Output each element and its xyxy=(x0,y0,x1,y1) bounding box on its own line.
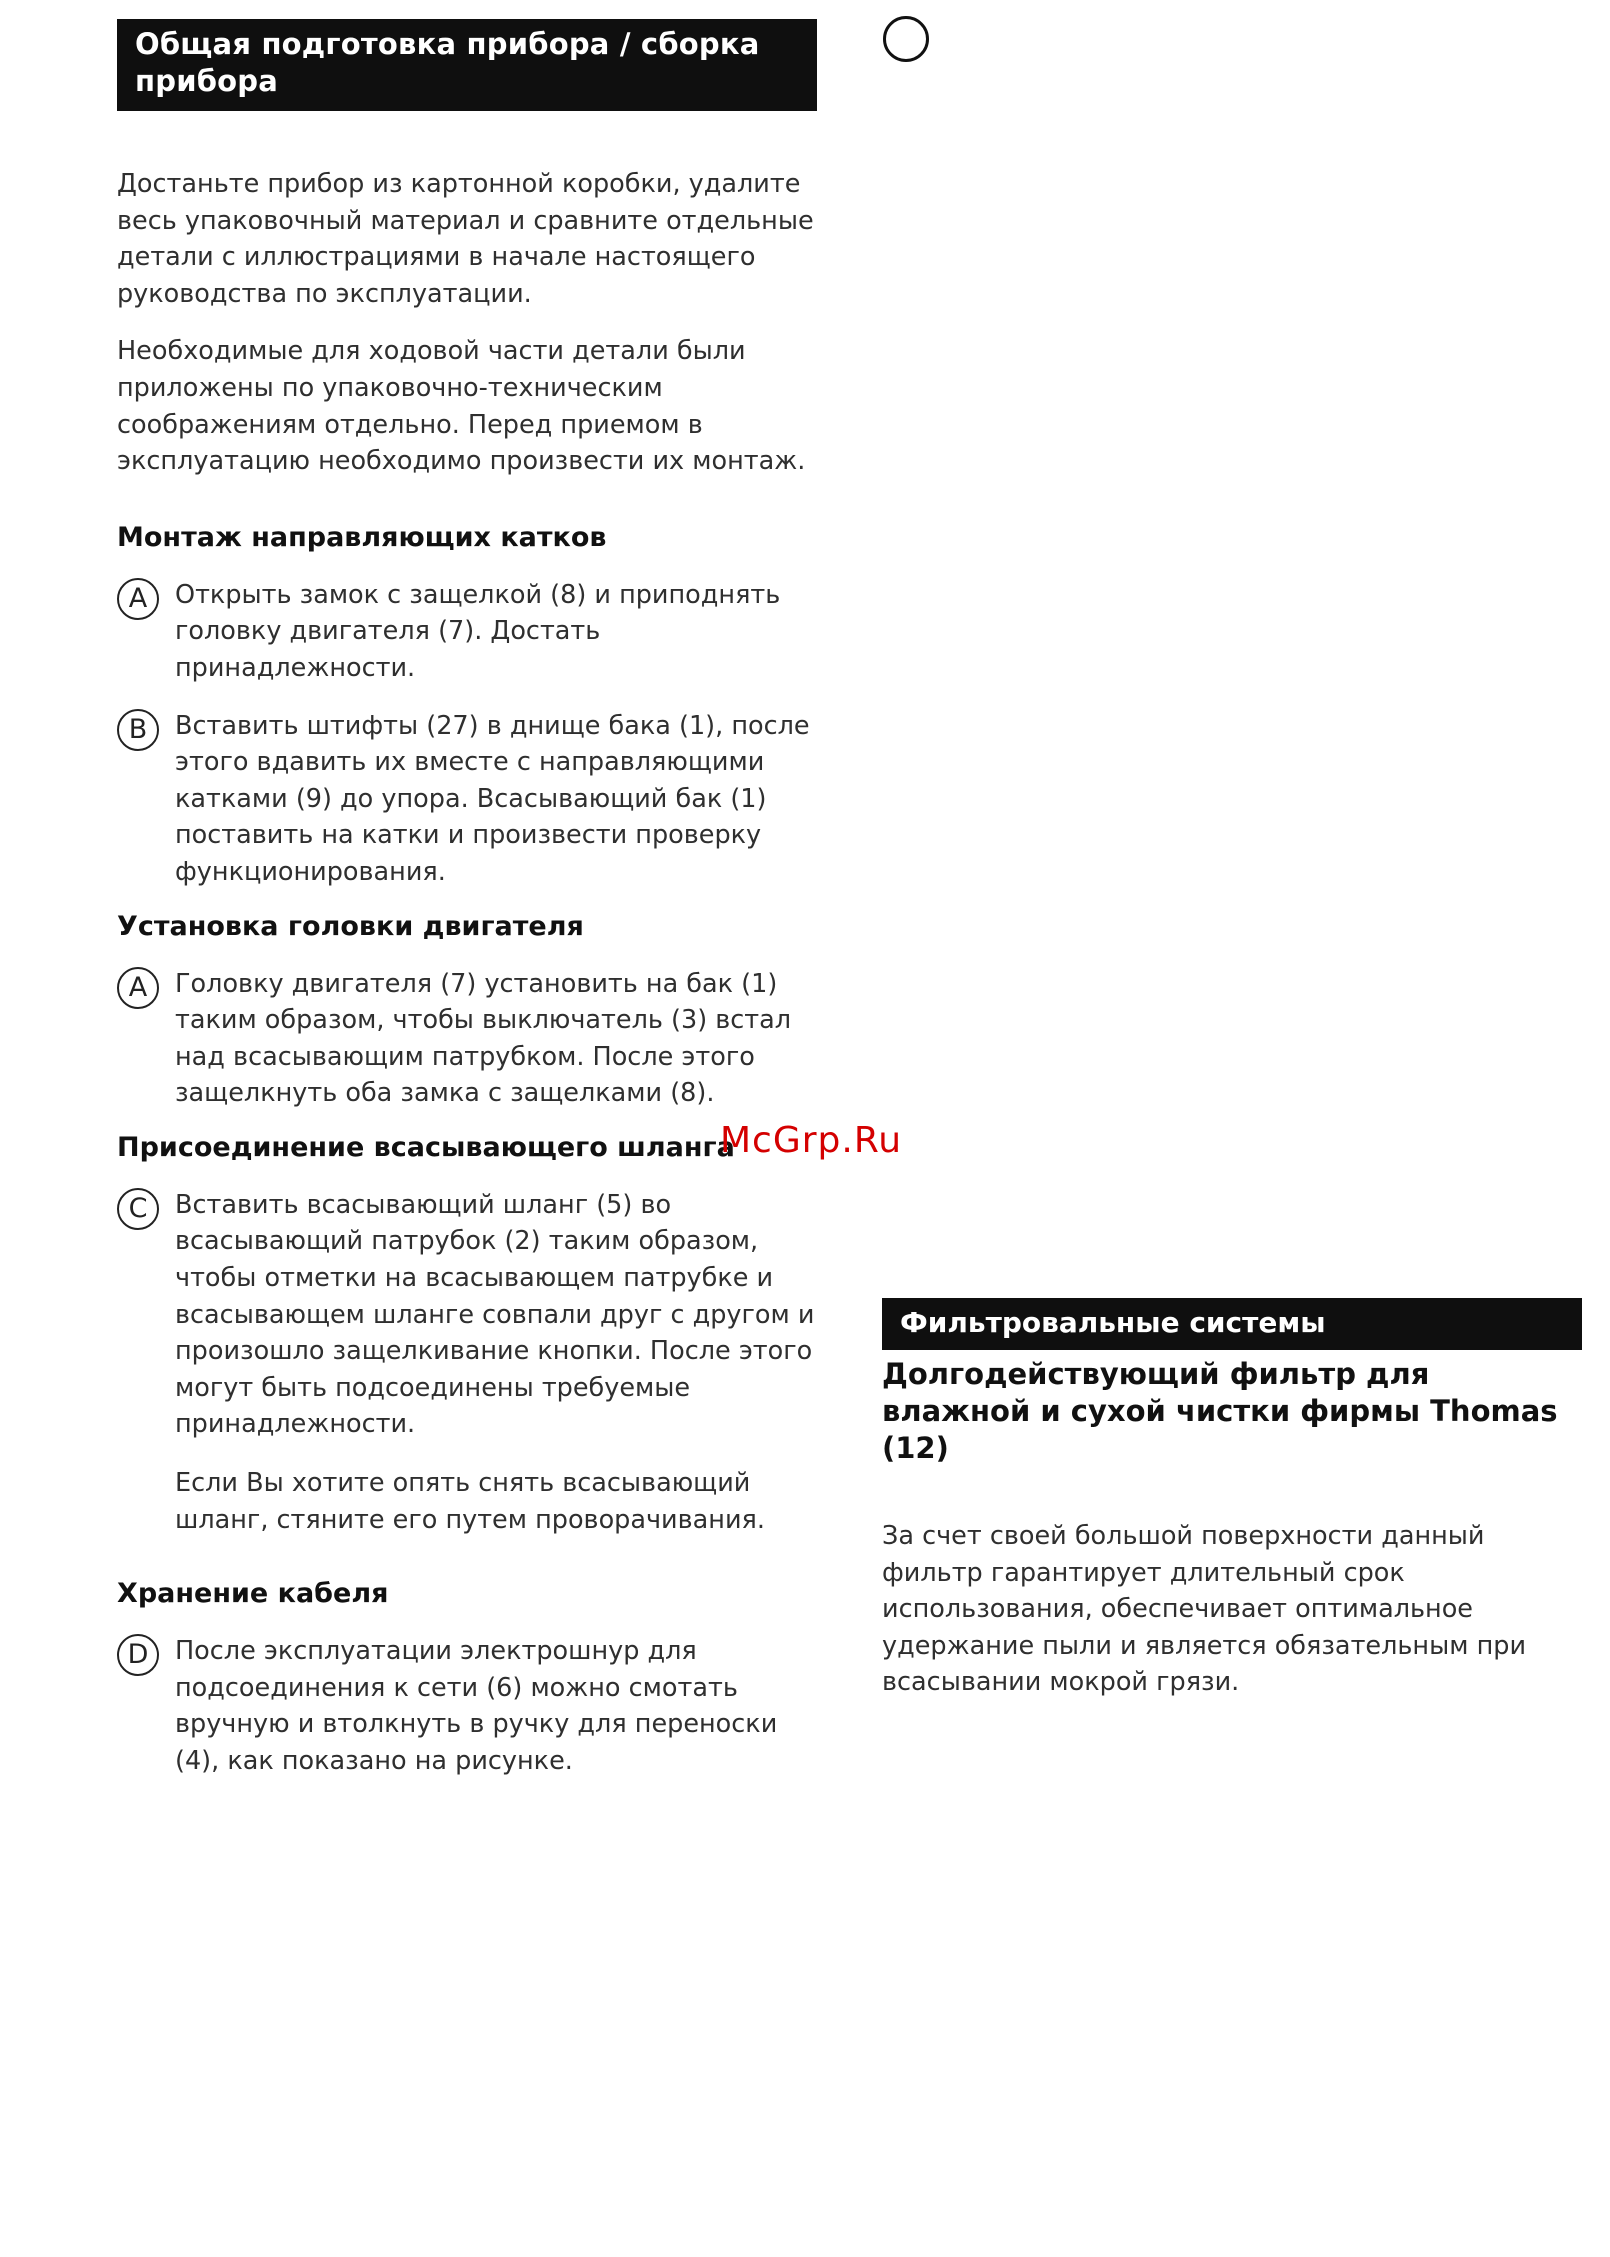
step-a-rollers xyxy=(117,577,817,687)
intro-paragraph-2: Необходимые для ходовой части детали были приложены по упаковочно-техническим соображениям отдельно. Перед приемом в эксплуатацию необходимо произвести их монтаж. xyxy=(117,336,806,477)
step-d-cable-storage xyxy=(117,1633,817,1779)
step-b-rollers xyxy=(117,708,817,891)
suction-hose-note: Если Вы хотите опять снять всасывающий шланг, стяните его путем проворачивания. xyxy=(175,1468,765,1535)
heading-motor-head: Установка головки двигателя xyxy=(117,910,584,942)
right-column xyxy=(882,1298,1582,1701)
heading-suction-hose: Присоединение всасывающего шланга xyxy=(117,1131,735,1163)
step-a-motor-head xyxy=(117,966,817,1112)
step-text: Головку двигателя (7) установить на бак (1) таким образом, чтобы выключатель (3) встал над всасывающим патрубком. После этого защелкнуть оба замка с защелками (8). xyxy=(175,968,792,1109)
step-c-suction-hose xyxy=(117,1187,817,1443)
section-header-filter-systems: Фильтровальные системы xyxy=(882,1298,1582,1350)
circle-letter-a-icon: A xyxy=(117,578,159,620)
step-text: Вставить штифты (27) в днище бака (1), после этого вдавить их вместе с направляющими катками (9) до упора. Всасывающий бак (1) поставить на катки и произвести проверку функционирования. xyxy=(175,710,810,887)
filter-description: За счет своей большой поверхности данный фильтр гарантирует длительный срок использования, обеспечивает оптимальное удержание пыли и является обязательным при всасывании мокрой грязи. xyxy=(882,1521,1527,1698)
heading-guide-rollers: Монтаж направляющих катков xyxy=(117,521,607,553)
circle-letter-b-icon: B xyxy=(117,709,159,751)
empty-circle-icon xyxy=(883,16,929,62)
step-text: Открыть замок с защелкой (8) и приподнять головку двигателя (7). Достать принадлежности. xyxy=(175,579,781,683)
section-header-preparation: Общая подготовка прибора / сборка прибора xyxy=(117,19,817,111)
circle-letter-d-icon: D xyxy=(117,1634,159,1676)
intro-paragraph-1: Достаньте прибор из картонной коробки, удалите весь упаковочный материал и сравните отдельные детали с иллюстрациями в начале настоящего руководства по эксплуатации. xyxy=(117,169,814,309)
circle-letter-c-icon: C xyxy=(117,1188,159,1230)
heading-cable-storage: Хранение кабеля xyxy=(117,1578,389,1610)
step-text: Вставить всасывающий шланг (5) во всасывающий патрубок (2) таким образом, чтобы отметки на всасывающем патрубке и всасывающем шланге совпали друг с другом и произошло защелкивание кнопки. После этого могут быть подсоединены требуемые принадлежности. xyxy=(175,1189,815,1440)
heading-thomas-filter: Долгодействующий фильтр для влажной и сухой чистки фирмы Thomas (12) xyxy=(882,1357,1558,1465)
step-text: После эксплуатации электрошнур для подсоединения к сети (6) можно смотать вручную и втолкнуть в ручку для переноски (4), как показано на рисунке. xyxy=(175,1636,778,1776)
circle-letter-a-icon: A xyxy=(117,967,159,1009)
watermark-text: McGrp.Ru xyxy=(720,1120,903,1161)
left-column xyxy=(117,19,817,1780)
